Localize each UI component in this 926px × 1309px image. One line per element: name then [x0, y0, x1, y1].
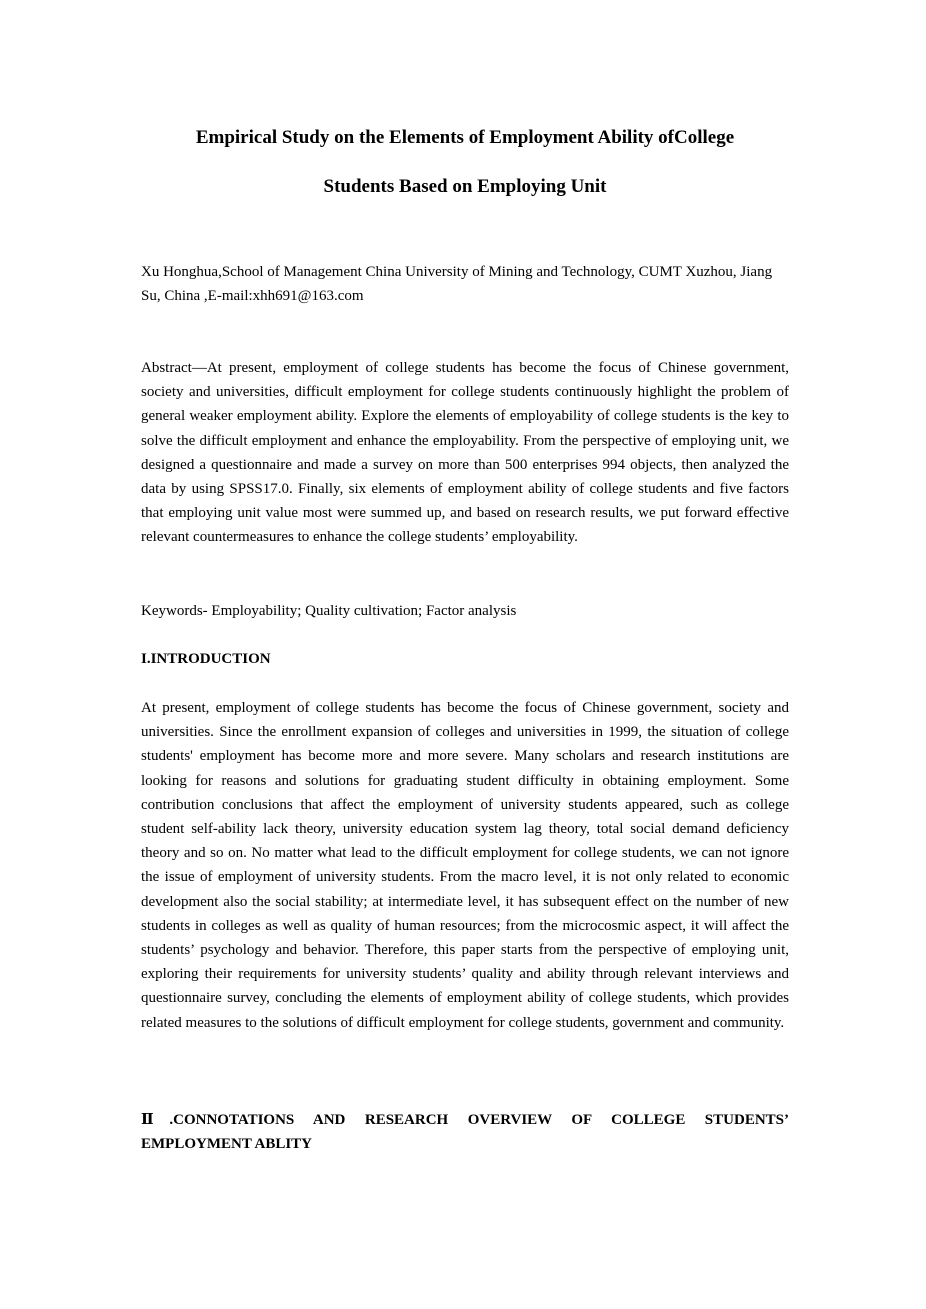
keywords-line: Keywords- Employability; Quality cultivation; Factor analysis	[141, 603, 517, 619]
author-affiliation: Xu Honghua,School of Management China University of Mining and Technology, CUMT Xuzhou, Jiang Su, China ,E-mail:xhh691@163.com	[141, 264, 773, 305]
abstract-paragraph: Abstract—At present, employment of college students has become the focus of Chinese government, society and universities, difficult employment for college students continuously highlight the problem of general weaker employment ability. Explore the elements of employability of college students is the key to solve the difficult employment and enhance the employability. From the perspective of employing unit, we designed a questionnaire and made a survey on more than 500 enterprises 994 objects, then analyzed the data by using SPSS17.0. Finally, six elements of employment ability of college students and five factors that employing unit value most were summed up, and based on research results, we put forward effective relevant countermeasures to enhance the college students’ employability.	[141, 360, 789, 546]
paper-title-line-2: Students Based on Employing Unit	[323, 176, 607, 197]
paper-title-line-1: Empirical Study on the Elements of Employment Ability ofCollege	[195, 127, 735, 148]
section-heading-connotations: Ⅱ.CONNOTATIONS AND RESEARCH OVERVIEW OF COLLEGE STUDENTS’ EMPLOYMENT ABLITY	[141, 1112, 789, 1153]
introduction-paragraph: At present, employment of college students has become the focus of Chinese government, society and universities. Since the enrollment expansion of colleges and universities in 1999, the situation of college students' employment has become more and more severe. Many scholars and research institutions are looking for reasons and solutions for graduating student difficulty in obtaining employment. Some contribution conclusions that affect the employment of university students appeared, such as college student self-ability lack theory, university education system lag theory, total social demand deficiency theory and so on. No matter what lead to the difficult employment for college students, we can not ignore the issue of employment of university students. From the macro level, it is not only related to economic development also the social stability; at intermediate level, it has subsequent effect on the number of new students in colleges as well as quality of human resources; from the microcosmic aspect, it will affect the students’ psychology and behavior. Therefore, this paper starts from the perspective of employing unit, exploring their requirements for university students’ quality and ability through relevant interviews and questionnaire survey, concluding the elements of employment ability of college students, which provides related measures to the solutions of difficult employment for college students, government and community.	[141, 700, 789, 1031]
section-heading-introduction: I.INTRODUCTION	[141, 651, 271, 667]
